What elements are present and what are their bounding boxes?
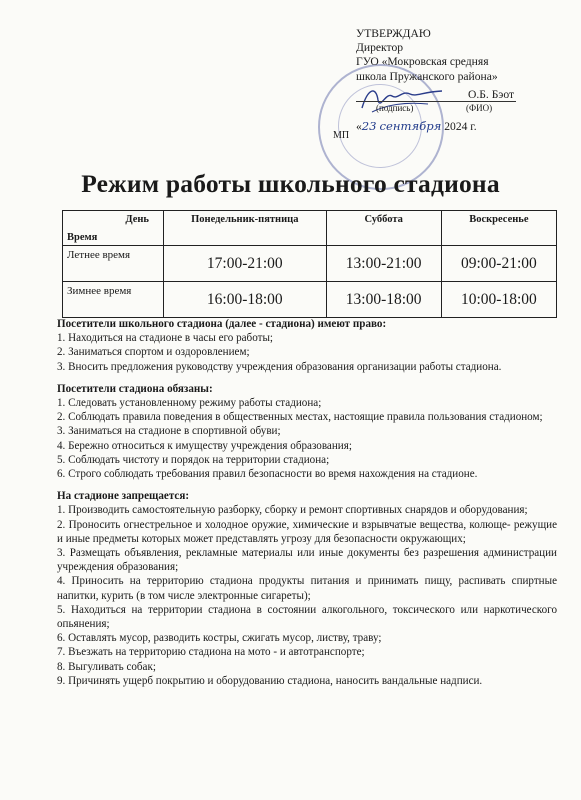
approval-date: «23 сентября 2024 г.	[356, 119, 477, 133]
signature-caption: (подпись)	[376, 103, 414, 113]
time-cell: 13:00-21:00	[326, 246, 441, 282]
schedule-table	[62, 210, 557, 318]
approval-position: Директор	[356, 41, 404, 55]
date-year: 2024 г.	[444, 120, 477, 133]
list-item: 6. Оставлять мусор, разводить костры, сжигать мусор, листву, траву;	[57, 632, 382, 645]
duties-section	[57, 382, 557, 481]
approval-heading: УТВЕРЖДАЮ	[356, 27, 431, 40]
list-item: 8. Выгуливать собак;	[57, 660, 156, 673]
date-month: сентября	[379, 119, 442, 133]
column-header: Суббота	[326, 211, 441, 246]
corner-day-label: День	[125, 214, 149, 225]
row-label: Зимнее время	[63, 282, 164, 318]
list-item: 3. Вносить предложения руководству учреждения образования организации работы стадиона.	[57, 360, 502, 373]
time-cell: 09:00-21:00	[441, 246, 556, 282]
list-item: 1. Производить самостоятельную разборку, сборку и ремонт спортивных снарядов и оборудования;	[57, 504, 528, 517]
corner-cell	[63, 211, 164, 246]
prohibited-title: На стадионе запрещается:	[57, 490, 190, 503]
column-header: Понедельник-пятница	[164, 211, 327, 246]
schedule-header-row	[63, 211, 557, 246]
list-item: 4. Приносить на территорию стадиона продукты питания и принимать пищу, распивать спиртные напитки, курить (в том числе электронные сигареты);	[57, 575, 557, 602]
rules-content	[57, 317, 557, 696]
table-row	[63, 246, 557, 282]
column-header: Воскресенье	[441, 211, 556, 246]
approval-block	[356, 27, 556, 84]
list-item: 5. Соблюдать чистоту и порядок на территории стадиона;	[57, 453, 330, 466]
page-title: Режим работы школьного стадиона	[81, 169, 500, 198]
list-item: 3. Заниматься на стадионе в спортивной обуви;	[57, 425, 281, 438]
time-cell: 17:00-21:00	[164, 246, 327, 282]
stamp-place-label: МП	[333, 130, 350, 141]
rights-section	[57, 317, 557, 374]
approval-org-line2: школа Пружанского района»	[356, 69, 498, 83]
list-item: 3. Размещать объявления, рекламные материалы или иные документы без разрешения администрации учреждения образования;	[57, 547, 557, 574]
list-item: 1. Находиться на стадионе в часы его работы;	[57, 332, 273, 345]
list-item: 5. Находиться на территории стадиона в состоянии алкогольного, токсического или наркотического опьянения;	[57, 603, 557, 631]
list-item: 2. Заниматься спортом и оздоровлением;	[57, 346, 250, 359]
director-fio: О.Б. Бэот	[468, 88, 515, 101]
row-label: Летнее время	[63, 246, 164, 282]
rights-title: Посетители школьного стадиона (далее - стадиона) имеют право:	[57, 318, 387, 330]
time-cell: 16:00-18:00	[164, 282, 327, 318]
prohibited-section	[57, 489, 557, 688]
corner-time-label: Время	[67, 232, 98, 243]
date-day: 23	[361, 119, 377, 133]
time-cell: 13:00-18:00	[326, 282, 441, 318]
list-item: 2. Проносить огнестрельное и холодное оружие, химические и взрывчатые вещества, колюще- режущие и иные предметы которых может представлять угрозу для безопасности окружающих;	[57, 518, 557, 545]
approval-org-line1: ГУО «Мокровская средняя	[356, 55, 489, 69]
list-item: 9. Причинять ущерб покрытию и оборудованию стадиона, наносить вандальные надписи.	[57, 674, 483, 687]
list-item: 6. Строго соблюдать требования правил безопасности во время нахождения на стадионе.	[57, 468, 478, 481]
fio-caption: (ФИО)	[466, 103, 493, 113]
list-item: 1. Следовать установленному режиму работы стадиона;	[57, 397, 322, 410]
list-item: 7. Въезжать на территорию стадиона на мото - и автотранспорте;	[57, 646, 365, 659]
signature-line	[356, 88, 556, 118]
list-item: 4. Бережно относиться к имуществу учреждения образования;	[57, 439, 352, 452]
time-cell: 10:00-18:00	[441, 282, 556, 318]
list-item: 2. Соблюдать правила поведения в общественных местах, настоящие правила пользования стадионом;	[57, 411, 543, 424]
table-row	[63, 282, 557, 318]
duties-title: Посетители стадиона обязаны:	[57, 382, 213, 395]
